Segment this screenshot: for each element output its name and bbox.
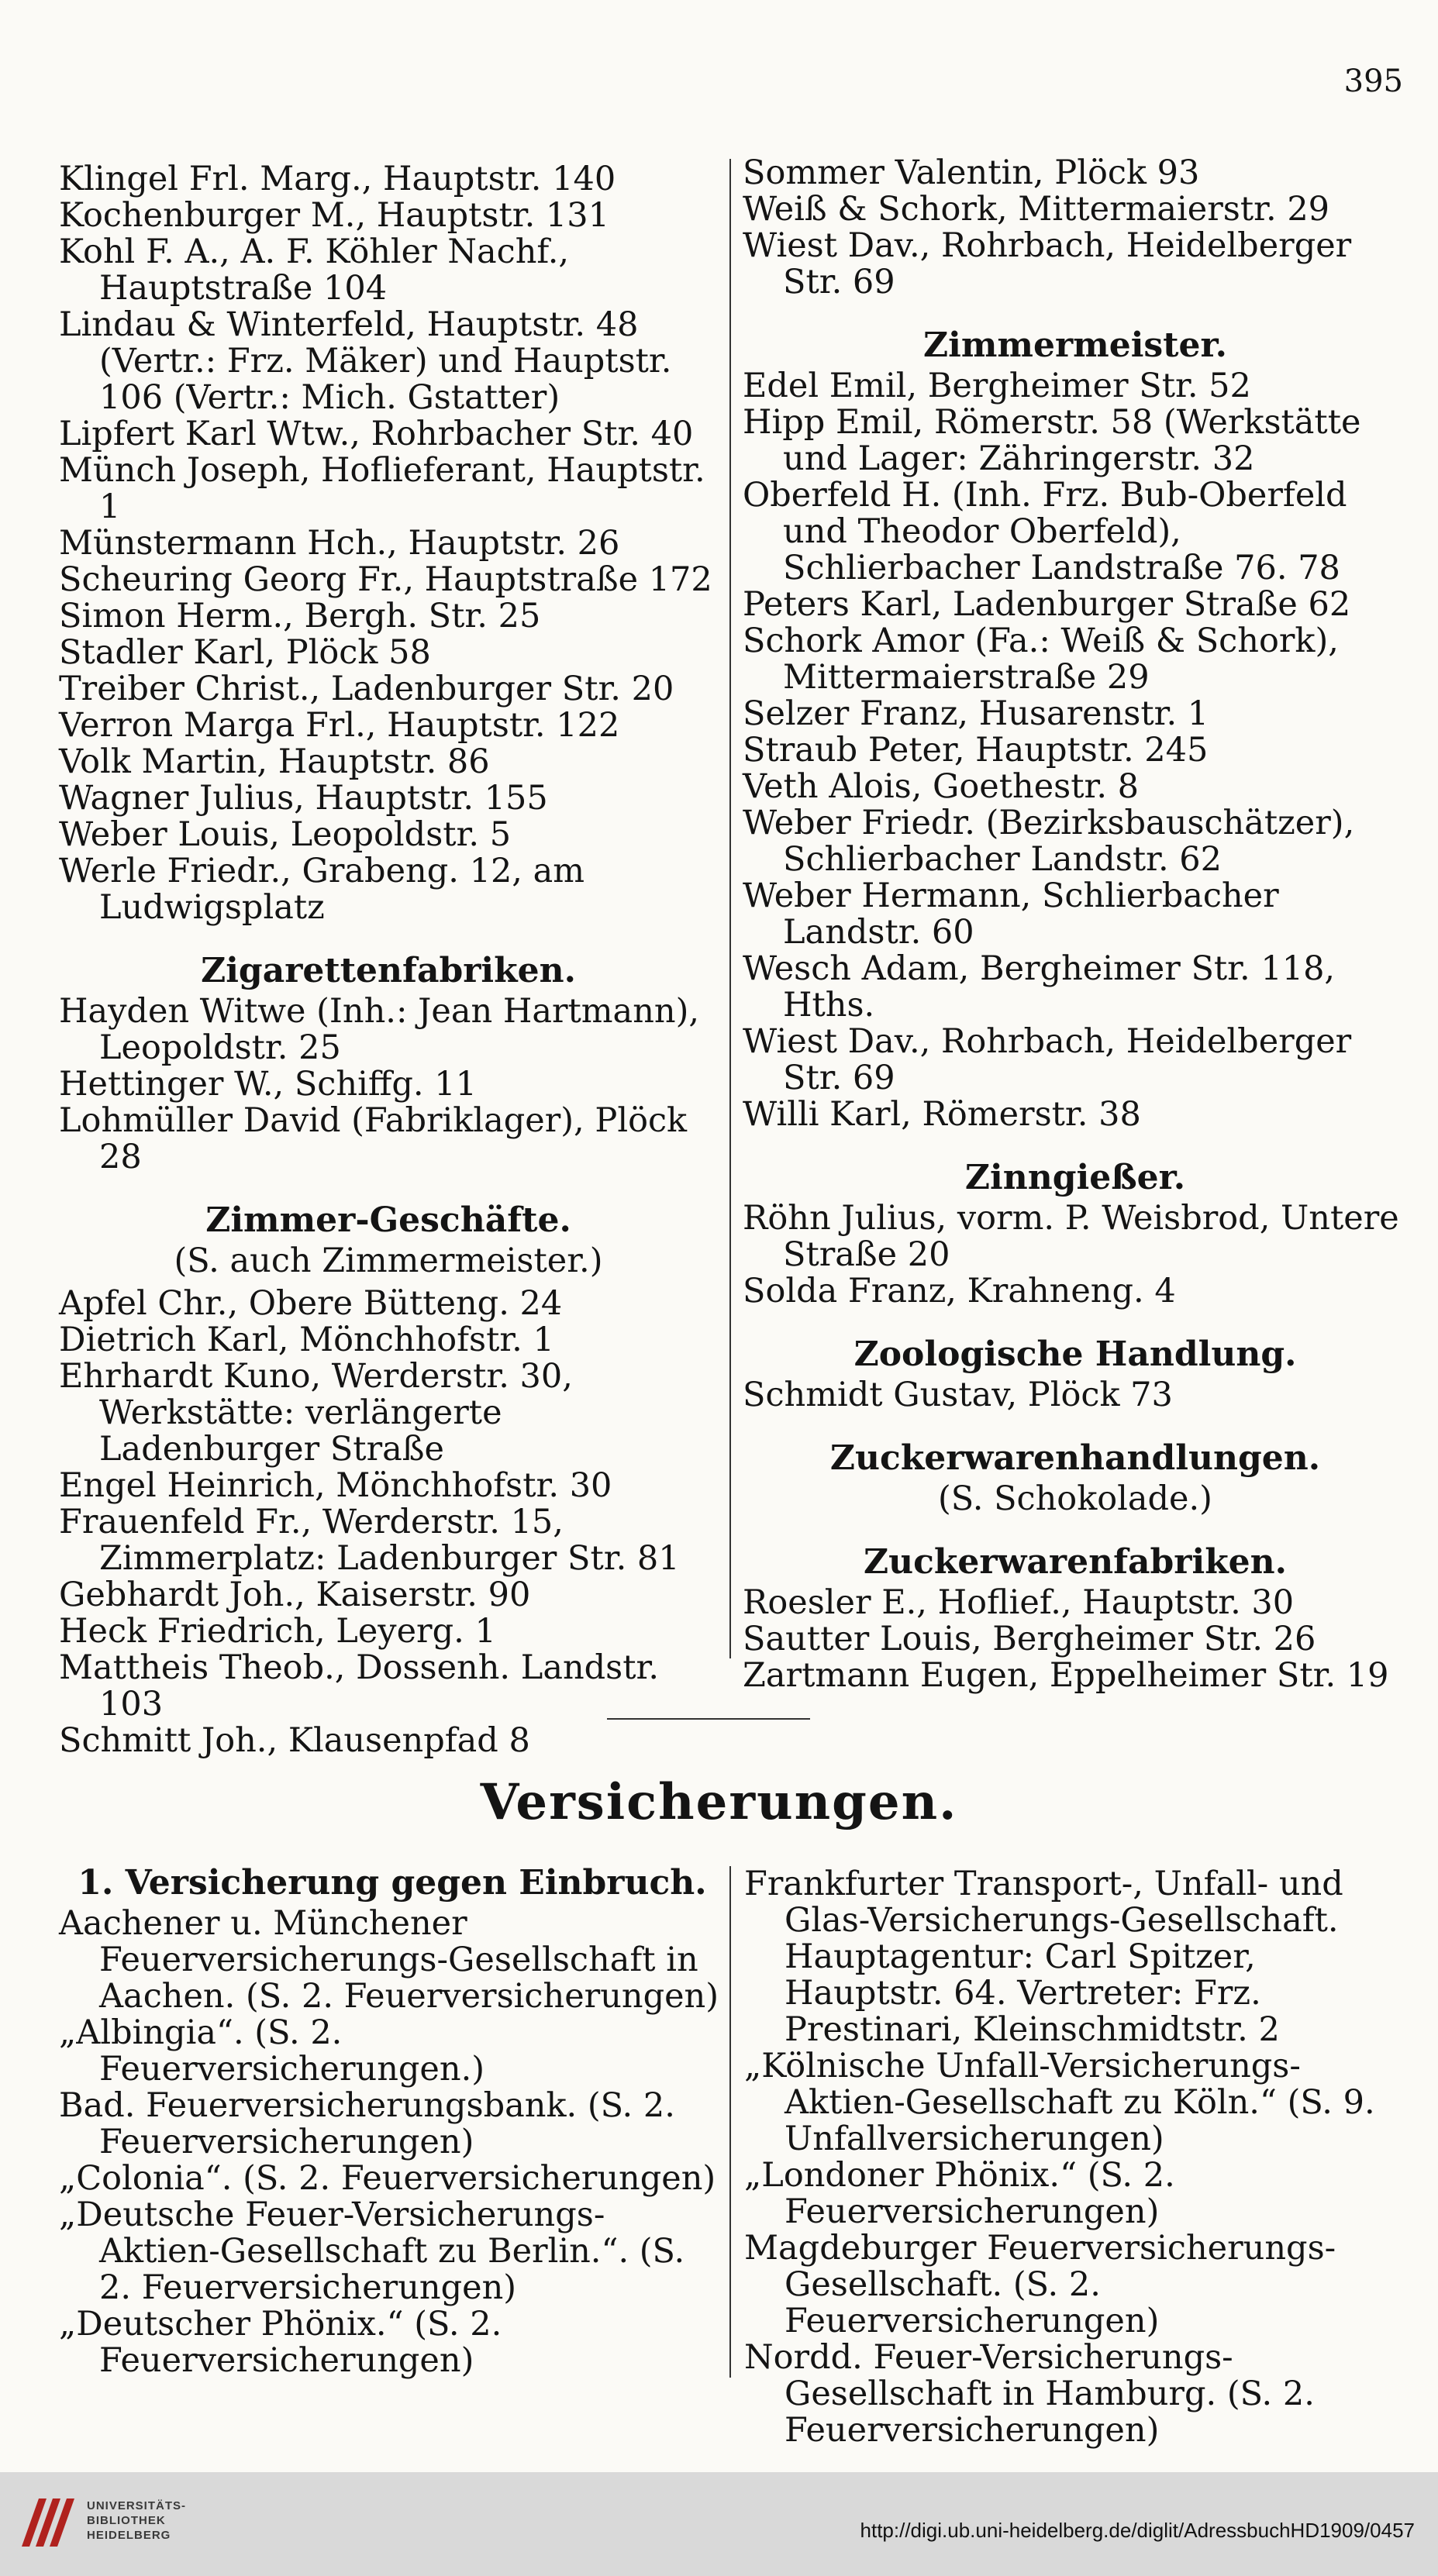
section-heading-einbruch: 1. Versicherung gegen Einbruch. xyxy=(78,1863,707,1903)
logo-line: HEIDELBERG xyxy=(87,2529,171,2542)
left-column-bottom xyxy=(59,1865,726,2379)
list-item: Edel Emil, Bergheimer Str. 52 xyxy=(743,367,1251,405)
section-heading-zimmermeister: Zimmermeister. xyxy=(923,325,1227,365)
list-item: Veth Alois, Goethestr. 8 xyxy=(743,767,1140,806)
list-item: Magdeburger Feuerversicherungs-Gesellschaft. (S. 2. Feuerversicherungen) xyxy=(744,2229,1336,2340)
list-item: Hipp Emil, Römerstr. 58 (Werkstätte und Lager: Zähringerstr. 32 xyxy=(743,403,1361,478)
column-divider-top xyxy=(729,159,731,1658)
main-title-versicherungen: Versicherungen. xyxy=(480,1773,958,1831)
list-item: Lohmüller David (Fabriklager), Plöck 28 xyxy=(59,1101,688,1176)
list-item: Schmidt Gustav, Plöck 73 xyxy=(743,1376,1173,1414)
list-item: Apfel Chr., Obere Bütteng. 24 xyxy=(59,1284,563,1323)
section-subheading-zuckerwarenhandlungen: (S. Schokolade.) xyxy=(938,1479,1212,1518)
list-item: „Colonia“. (S. 2. Feuerversicherungen) xyxy=(59,2159,716,2198)
list-item: Heck Friedrich, Leyerg. 1 xyxy=(59,1612,496,1651)
list-item: „Deutsche Feuer-Versicherungs-Aktien-Gesellschaft zu Berlin.“. (S. 2. Feuerversicherungen) xyxy=(59,2195,685,2307)
list-item: Solda Franz, Krahneng. 4 xyxy=(743,1272,1176,1310)
list-item: Schmitt Joh., Klausenpfad 8 xyxy=(59,1721,530,1760)
entry-list-zigaretten xyxy=(59,994,718,1176)
list-item: Weber Friedr. (Bezirksbauschätzer), Schlierbacher Landstr. 62 xyxy=(743,804,1355,879)
list-item: Sautter Louis, Bergheimer Str. 26 xyxy=(743,1620,1316,1658)
section-subheading-zimmer-geschaefte: (S. auch Zimmermeister.) xyxy=(174,1242,603,1280)
section-heading-zimmer-geschaefte: Zimmer-Geschäfte. xyxy=(205,1200,571,1240)
list-item: Werle Friedr., Grabeng. 12, am Ludwigsplatz xyxy=(59,852,585,927)
list-item: Kohl F. A., A. F. Köhler Nachf., Hauptstraße 104 xyxy=(59,232,570,308)
list-item: Schork Amor (Fa.: Weiß & Schork), Mittermaierstraße 29 xyxy=(743,622,1339,697)
page-number: 395 xyxy=(1343,64,1403,99)
list-item: Engel Heinrich, Mönchhofstr. 30 xyxy=(59,1466,612,1505)
list-item: „Kölnische Unfall-Versicherungs-Aktien-Gesellschaft zu Köln.“ (S. 9. Unfallversicherungen) xyxy=(744,2047,1375,2158)
list-item: Verron Marga Frl., Hauptstr. 122 xyxy=(59,706,620,745)
list-item: „Albingia“. (S. 2. Feuerversicherungen.) xyxy=(59,2013,485,2089)
list-item: Weiß & Schork, Mittermaierstr. 29 xyxy=(743,190,1330,229)
list-item: Lindau & Winterfeld, Hauptstr. 48 (Vertr.: Frz. Mäker) und Hauptstr. 106 (Vertr.: Mich. Gstatter) xyxy=(59,305,672,417)
library-logo-text xyxy=(87,2499,186,2543)
list-item: Hettinger W., Schiffg. 11 xyxy=(59,1065,477,1104)
logo-line: UNIVERSITÄTS- xyxy=(87,2499,187,2512)
entry-list-zimmermeister xyxy=(743,368,1408,1133)
list-item: Wiest Dav., Rohrbach, Heidelberger Str. 69 xyxy=(743,226,1352,301)
column-divider-bottom xyxy=(729,1866,731,2378)
list-item: Bad. Feuerversicherungsbank. (S. 2. Feuerversicherungen) xyxy=(59,2086,675,2161)
logo-line: BIBLIOTHEK xyxy=(87,2514,166,2527)
list-item: Simon Herm., Bergh. Str. 25 xyxy=(59,597,541,635)
list-item: Straub Peter, Hauptstr. 245 xyxy=(743,731,1209,770)
list-item: Dietrich Karl, Mönchhofstr. 1 xyxy=(59,1321,554,1359)
entry-list-versicherungen-left xyxy=(59,1906,726,2379)
section-heading-zoologische: Zoologische Handlung. xyxy=(853,1334,1297,1374)
list-item: Ehrhardt Kuno, Werderstr. 30, Werkstätte: verlängerte Ladenburger Straße xyxy=(59,1357,573,1469)
section-heading-zinngiesser: Zinngießer. xyxy=(964,1158,1186,1197)
list-item: Sommer Valentin, Plöck 93 xyxy=(743,153,1200,192)
list-item: Stadler Karl, Plöck 58 xyxy=(59,633,431,672)
entry-list-zuckerwarenfabriken xyxy=(743,1585,1408,1694)
list-item: Münstermann Hch., Hauptstr. 26 xyxy=(59,524,620,563)
library-logo-icon xyxy=(16,2489,82,2556)
list-item: Mattheis Theob., Dossenh. Landstr. 103 xyxy=(59,1648,660,1724)
list-item: Frauenfeld Fr., Werderstr. 15, Zimmerplatz: Ladenburger Str. 81 xyxy=(59,1503,680,1578)
list-item: Volk Martin, Hauptstr. 86 xyxy=(59,742,490,781)
section-heading-zuckerwarenfabriken: Zuckerwarenfabriken. xyxy=(863,1542,1287,1582)
list-item: Treiber Christ., Ladenburger Str. 20 xyxy=(59,670,674,708)
right-column-top xyxy=(743,155,1408,1694)
section-heading-zuckerwarenhandlungen: Zuckerwarenhandlungen. xyxy=(829,1438,1321,1478)
right-column-bottom xyxy=(744,1866,1411,2449)
list-item: Oberfeld H. (Inh. Frz. Bub-Oberfeld und Theodor Oberfeld), Schlierbacher Landstraße 76. 78 xyxy=(743,476,1347,587)
list-item: Klingel Frl. Marg., Hauptstr. 140 xyxy=(59,160,616,198)
entry-list-top-left xyxy=(59,161,718,926)
list-item: Röhn Julius, vorm. P. Weisbrod, Untere Straße 20 xyxy=(743,1199,1399,1274)
list-item: Lipfert Karl Wtw., Rohrbacher Str. 40 xyxy=(59,415,694,453)
list-item: Frankfurter Transport-, Unfall- und Glas-Versicherungs-Gesellschaft. Hauptagentur: Carl Spitzer, Hauptstr. 64. Vertreter: Frz. Prestinari, Kleinschmidtstr. 2 xyxy=(744,1865,1343,2049)
list-item: Roesler E., Hoflief., Hauptstr. 30 xyxy=(743,1583,1295,1622)
list-item: Münch Joseph, Hoflieferant, Hauptstr. 1 xyxy=(59,451,705,526)
entry-list-zimmer-geschaefte xyxy=(59,1286,718,1759)
list-item: Weber Hermann, Schlierbacher Landstr. 60 xyxy=(743,876,1279,952)
list-item: Hayden Witwe (Inh.: Jean Hartmann), Leopoldstr. 25 xyxy=(59,992,700,1067)
entry-list-top-right xyxy=(743,155,1408,301)
list-item: „Londoner Phönix.“ (S. 2. Feuerversicherungen) xyxy=(744,2156,1175,2231)
list-item: Aachener u. Münchener Feuerversicherungs-Gesellschaft in Aachen. (S. 2. Feuerversicherungen) xyxy=(59,1904,719,2016)
list-item: Selzer Franz, Husarenstr. 1 xyxy=(743,694,1209,733)
footer-bar xyxy=(0,2472,1438,2576)
list-item: Wagner Julius, Hauptstr. 155 xyxy=(59,779,548,818)
list-item: „Deutscher Phönix.“ (S. 2. Feuerversicherungen) xyxy=(59,2305,502,2380)
section-heading-zigaretten: Zigarettenfabriken. xyxy=(201,951,576,990)
section-divider-rule xyxy=(607,1718,810,1720)
list-item: Nordd. Feuer-Versicherungs-Gesellschaft in Hamburg. (S. 2. Feuerversicherungen) xyxy=(744,2338,1315,2450)
list-item: Scheuring Georg Fr., Hauptstraße 172 xyxy=(59,560,712,599)
list-item: Kochenburger M., Hauptstr. 131 xyxy=(59,196,610,235)
entry-list-versicherungen-right xyxy=(744,1866,1411,2449)
list-item: Peters Karl, Ladenburger Straße 62 xyxy=(743,585,1351,624)
list-item: Weber Louis, Leopoldstr. 5 xyxy=(59,815,512,854)
entry-list-zoologische xyxy=(743,1377,1408,1414)
list-item: Wesch Adam, Bergheimer Str. 118, Hths. xyxy=(743,949,1336,1025)
list-item: Wiest Dav., Rohrbach, Heidelberger Str. 69 xyxy=(743,1022,1352,1097)
list-item: Willi Karl, Römerstr. 38 xyxy=(743,1095,1141,1134)
left-column-top xyxy=(59,161,718,1759)
list-item: Gebhardt Joh., Kaiserstr. 90 xyxy=(59,1576,531,1614)
entry-list-zinngiesser xyxy=(743,1200,1408,1310)
source-url-link[interactable]: http://digi.ub.uni-heidelberg.de/diglit/AdressbuchHD1909/0457 xyxy=(860,2519,1415,2542)
list-item: Zartmann Eugen, Eppelheimer Str. 19 xyxy=(743,1656,1389,1695)
